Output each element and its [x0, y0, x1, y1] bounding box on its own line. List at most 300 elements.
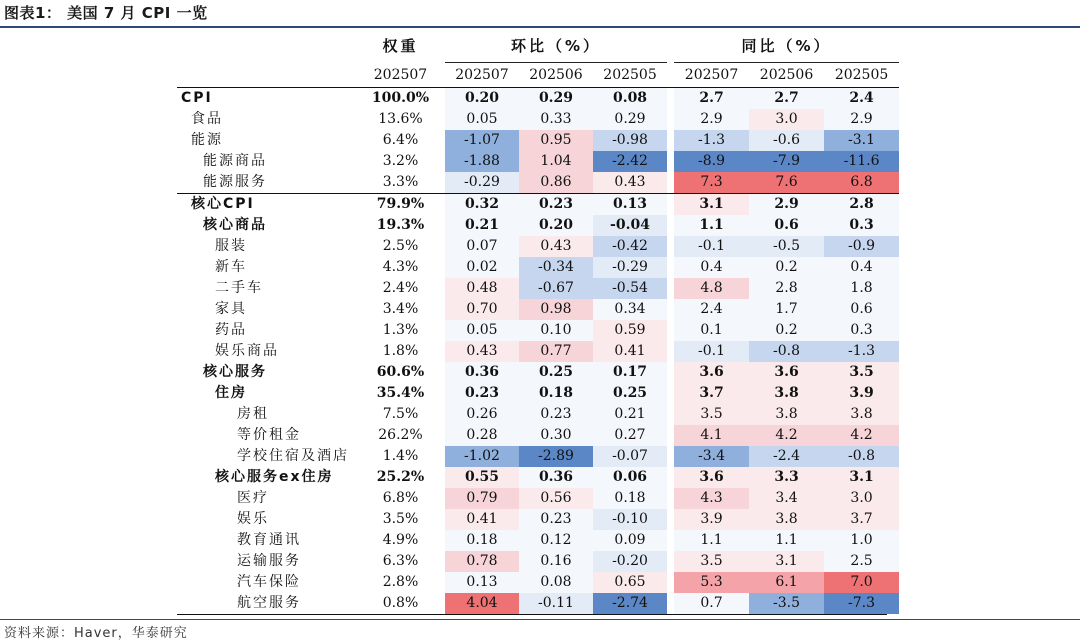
gap-cell: [438, 404, 445, 425]
yoy-cell: 2.4: [824, 88, 899, 110]
header-weight-period: 202507: [363, 63, 438, 88]
table-row: [177, 151, 899, 172]
gap-cell: [438, 509, 445, 530]
mom-cell: 0.09: [593, 530, 667, 551]
gap-cell: [667, 530, 674, 551]
header-gap: [667, 30, 674, 63]
gap-cell: [438, 341, 445, 362]
gap-cell: [438, 362, 445, 383]
gap-cell: [667, 593, 674, 614]
table-row: [177, 404, 899, 425]
table-row: [177, 467, 899, 488]
table-row: [177, 130, 899, 151]
yoy-cell: 2.7: [749, 88, 824, 110]
row-label: 能源: [191, 132, 223, 148]
gap-cell: [667, 151, 674, 172]
yoy-cell: -0.1: [674, 236, 749, 257]
gap-cell: [667, 278, 674, 299]
yoy-cell: 1.7: [749, 299, 824, 320]
table-row: [177, 257, 899, 278]
mom-cell: -1.02: [445, 446, 519, 467]
table-row: [177, 341, 899, 362]
mom-cell: 0.13: [593, 194, 667, 216]
yoy-cell: 3.1: [824, 467, 899, 488]
mom-cell: 0.79: [445, 488, 519, 509]
mom-cell: 0.28: [445, 425, 519, 446]
mom-cell: 0.43: [445, 341, 519, 362]
gap-cell: [667, 236, 674, 257]
yoy-cell: 3.9: [674, 509, 749, 530]
yoy-cell: 0.2: [749, 320, 824, 341]
gap-cell: [438, 88, 445, 110]
yoy-cell: 3.7: [674, 383, 749, 404]
gap-cell: [438, 593, 445, 614]
table-row: [177, 509, 899, 530]
table-row: [177, 299, 899, 320]
row-label: 教育通讯: [237, 532, 301, 548]
row-label: 药品: [215, 322, 247, 338]
mom-cell: 0.12: [519, 530, 593, 551]
yoy-cell: 6.8: [824, 172, 899, 194]
gap-cell: [667, 109, 674, 130]
yoy-cell: -0.8: [749, 341, 824, 362]
mom-cell: 0.36: [519, 467, 593, 488]
mom-cell: 0.21: [445, 215, 519, 236]
row-weight: 7.5%: [382, 406, 419, 422]
yoy-cell: -0.5: [749, 236, 824, 257]
row-label: 能源服务: [203, 174, 267, 190]
row-weight: 60.6%: [376, 364, 425, 380]
mom-cell: 0.23: [519, 509, 593, 530]
yoy-cell: -3.1: [824, 130, 899, 151]
mom-cell: 0.59: [593, 320, 667, 341]
mom-cell: 0.29: [519, 88, 593, 110]
yoy-cell: 3.9: [824, 383, 899, 404]
gap-cell: [438, 572, 445, 593]
gap-cell: [438, 236, 445, 257]
gap-cell: [667, 488, 674, 509]
yoy-cell: 0.3: [824, 320, 899, 341]
yoy-cell: 2.4: [674, 299, 749, 320]
yoy-cell: 1.0: [824, 530, 899, 551]
row-label: 二手车: [215, 280, 263, 296]
mom-cell: 0.77: [519, 341, 593, 362]
yoy-cell: 4.2: [749, 425, 824, 446]
yoy-cell: 0.4: [674, 257, 749, 278]
gap-cell: [667, 257, 674, 278]
mom-cell: -1.88: [445, 151, 519, 172]
mom-cell: -0.54: [593, 278, 667, 299]
yoy-cell: 1.8: [824, 278, 899, 299]
row-weight: 6.3%: [382, 553, 419, 569]
gap-cell: [438, 257, 445, 278]
mom-cell: -0.10: [593, 509, 667, 530]
yoy-cell: 3.6: [674, 362, 749, 383]
gap-cell: [667, 446, 674, 467]
table-row: [177, 425, 899, 446]
gap-cell: [667, 194, 674, 216]
gap-cell: [438, 194, 445, 216]
mom-cell: 0.27: [593, 425, 667, 446]
mom-cell: 0.20: [445, 88, 519, 110]
gap-cell: [667, 572, 674, 593]
mom-cell: 0.78: [445, 551, 519, 572]
yoy-cell: 3.0: [749, 109, 824, 130]
row-label: 航空服务: [237, 595, 301, 611]
table-row: [177, 320, 899, 341]
yoy-cell: 3.1: [674, 194, 749, 216]
table-row: [177, 236, 899, 257]
mom-cell: -0.67: [519, 278, 593, 299]
yoy-cell: 3.8: [749, 509, 824, 530]
row-weight: 3.2%: [382, 153, 419, 169]
mom-cell: 0.06: [593, 467, 667, 488]
row-label: 等价租金: [237, 427, 301, 443]
gap-cell: [438, 467, 445, 488]
yoy-cell: 2.9: [674, 109, 749, 130]
gap-cell: [438, 551, 445, 572]
gap-cell: [667, 341, 674, 362]
row-label: 食品: [191, 111, 223, 127]
header-yoy-period: 202507: [674, 63, 749, 88]
row-weight: 79.9%: [363, 194, 438, 216]
mom-cell: -0.42: [593, 236, 667, 257]
row-weight: 2.4%: [382, 280, 419, 296]
yoy-cell: 3.4: [749, 488, 824, 509]
mom-cell: 0.10: [519, 320, 593, 341]
gap-cell: [667, 320, 674, 341]
table-bottom-rule: [177, 614, 887, 615]
header-mom-period: 202507: [445, 63, 519, 88]
yoy-cell: 6.1: [749, 572, 824, 593]
mom-cell: 0.55: [445, 467, 519, 488]
mom-cell: 0.20: [519, 215, 593, 236]
mom-cell: 0.98: [519, 299, 593, 320]
mom-cell: 0.25: [593, 383, 667, 404]
cpi-table: [177, 30, 899, 614]
row-label: 房租: [237, 406, 269, 422]
mom-cell: 0.21: [593, 404, 667, 425]
gap-cell: [667, 551, 674, 572]
yoy-cell: 0.7: [674, 593, 749, 614]
yoy-cell: 0.6: [824, 299, 899, 320]
row-label: 服装: [215, 238, 247, 254]
yoy-cell: 4.2: [824, 425, 899, 446]
header-blank: [177, 63, 363, 88]
row-label: 家具: [215, 301, 247, 317]
yoy-cell: -0.6: [749, 130, 824, 151]
yoy-cell: 7.3: [674, 172, 749, 194]
yoy-cell: -7.3: [824, 593, 899, 614]
row-weight: 2.5%: [382, 238, 419, 254]
yoy-cell: 4.1: [674, 425, 749, 446]
yoy-cell: -7.9: [749, 151, 824, 172]
mom-cell: -0.04: [593, 215, 667, 236]
yoy-cell: 3.8: [749, 383, 824, 404]
yoy-cell: 2.8: [749, 278, 824, 299]
mom-cell: 0.32: [445, 194, 519, 216]
mom-cell: 0.08: [593, 88, 667, 110]
mom-cell: 0.70: [445, 299, 519, 320]
table-row: [177, 109, 899, 130]
yoy-cell: 0.2: [749, 257, 824, 278]
table-row: [177, 383, 899, 404]
mom-cell: 0.34: [593, 299, 667, 320]
yoy-cell: -0.1: [674, 341, 749, 362]
header-weight: 权重: [382, 37, 419, 56]
mom-cell: 0.23: [519, 404, 593, 425]
mom-cell: 0.18: [519, 383, 593, 404]
gap-cell: [438, 151, 445, 172]
table-row: [177, 572, 899, 593]
row-label: 核心服务: [203, 364, 267, 380]
row-weight: 35.4%: [376, 385, 425, 401]
row-label: 住房: [215, 385, 247, 401]
mom-cell: -2.42: [593, 151, 667, 172]
gap-cell: [438, 278, 445, 299]
yoy-cell: 4.3: [674, 488, 749, 509]
row-weight: 2.8%: [382, 574, 419, 590]
gap-cell: [438, 488, 445, 509]
table-row: [177, 488, 899, 509]
yoy-cell: 1.1: [749, 530, 824, 551]
gap-cell: [438, 530, 445, 551]
mom-cell: 0.43: [519, 236, 593, 257]
yoy-cell: 2.5: [824, 551, 899, 572]
table-row: [177, 530, 899, 551]
yoy-cell: -3.4: [674, 446, 749, 467]
row-label: 新车: [215, 259, 247, 275]
yoy-cell: 1.1: [674, 530, 749, 551]
row-weight: 1.8%: [382, 343, 419, 359]
row-label: 医疗: [237, 490, 269, 506]
mom-cell: -0.98: [593, 130, 667, 151]
mom-cell: 0.16: [519, 551, 593, 572]
row-label: 核心CPI: [177, 194, 363, 216]
row-weight: 3.4%: [382, 301, 419, 317]
row-label: 娱乐: [237, 511, 269, 527]
yoy-cell: 3.5: [674, 404, 749, 425]
header-gap: [438, 63, 445, 88]
table-row: [177, 172, 899, 194]
row-label: 汽车保险: [237, 574, 301, 590]
mom-cell: 0.48: [445, 278, 519, 299]
gap-cell: [667, 88, 674, 110]
yoy-cell: 3.8: [824, 404, 899, 425]
table-row: [177, 446, 899, 467]
yoy-cell: 3.6: [749, 362, 824, 383]
mom-cell: 0.18: [593, 488, 667, 509]
gap-cell: [438, 320, 445, 341]
yoy-cell: 0.1: [674, 320, 749, 341]
yoy-cell: -8.9: [674, 151, 749, 172]
yoy-cell: 7.0: [824, 572, 899, 593]
title-rule: [0, 26, 1080, 28]
gap-cell: [667, 383, 674, 404]
mom-cell: -0.07: [593, 446, 667, 467]
row-weight: 0.8%: [382, 595, 419, 611]
header-yoy: 同比（%）: [674, 30, 899, 63]
mom-cell: -2.89: [519, 446, 593, 467]
yoy-cell: 0.3: [824, 215, 899, 236]
table-body: [177, 88, 899, 615]
mom-cell: -0.11: [519, 593, 593, 614]
mom-cell: 0.30: [519, 425, 593, 446]
mom-cell: 4.04: [445, 593, 519, 614]
row-weight: 6.8%: [382, 490, 419, 506]
mom-cell: -2.74: [593, 593, 667, 614]
mom-cell: 0.18: [445, 530, 519, 551]
row-label: 核心服务ex住房: [215, 469, 334, 485]
gap-cell: [438, 425, 445, 446]
row-label: CPI: [181, 90, 213, 106]
mom-cell: 0.43: [593, 172, 667, 194]
mom-cell: 0.36: [445, 362, 519, 383]
row-label: 学校住宿及酒店: [237, 448, 349, 464]
yoy-cell: -1.3: [674, 130, 749, 151]
mom-cell: 0.95: [519, 130, 593, 151]
yoy-cell: 7.6: [749, 172, 824, 194]
yoy-cell: -3.5: [749, 593, 824, 614]
gap-cell: [667, 299, 674, 320]
mom-cell: 0.26: [445, 404, 519, 425]
row-weight: 3.3%: [382, 174, 419, 190]
table-row: [177, 593, 899, 614]
table-row: [177, 215, 899, 236]
yoy-cell: -1.3: [824, 341, 899, 362]
row-label: 运输服务: [237, 553, 301, 569]
yoy-cell: 2.9: [749, 194, 824, 216]
gap-cell: [438, 109, 445, 130]
mom-cell: 0.86: [519, 172, 593, 194]
mom-cell: 0.05: [445, 109, 519, 130]
row-weight: 25.2%: [376, 469, 425, 485]
mom-cell: -1.07: [445, 130, 519, 151]
mom-cell: 0.08: [519, 572, 593, 593]
gap-cell: [667, 509, 674, 530]
gap-cell: [438, 172, 445, 194]
table-row: [177, 88, 899, 110]
header-gap: [438, 30, 445, 63]
gap-cell: [667, 404, 674, 425]
yoy-cell: 4.8: [674, 278, 749, 299]
mom-cell: 0.02: [445, 257, 519, 278]
figure-title: 图表1： 美国 7 月 CPI 一览: [4, 4, 208, 22]
mom-cell: 0.07: [445, 236, 519, 257]
gap-cell: [438, 130, 445, 151]
mom-cell: 0.41: [593, 341, 667, 362]
row-label: 能源商品: [203, 153, 267, 169]
header-mom: 环比（%）: [445, 30, 667, 63]
mom-cell: 0.65: [593, 572, 667, 593]
mom-cell: 1.04: [519, 151, 593, 172]
mom-cell: 0.41: [445, 509, 519, 530]
row-weight: 13.6%: [378, 111, 423, 127]
mom-cell: 0.56: [519, 488, 593, 509]
row-weight: 100.0%: [371, 90, 430, 106]
row-weight: 1.4%: [382, 448, 419, 464]
yoy-cell: 2.7: [674, 88, 749, 110]
gap-cell: [438, 215, 445, 236]
gap-cell: [667, 130, 674, 151]
yoy-cell: 3.5: [824, 362, 899, 383]
yoy-cell: 0.4: [824, 257, 899, 278]
gap-cell: [438, 446, 445, 467]
mom-cell: -0.29: [445, 172, 519, 194]
yoy-cell: 3.5: [674, 551, 749, 572]
yoy-cell: 3.7: [824, 509, 899, 530]
mom-cell: -0.29: [593, 257, 667, 278]
header-row-periods: [177, 63, 899, 88]
yoy-cell: 2.9: [824, 109, 899, 130]
yoy-cell: 3.0: [824, 488, 899, 509]
row-weight: 1.3%: [382, 322, 419, 338]
header-yoy-period: 202506: [749, 63, 824, 88]
row-label: 娱乐商品: [215, 343, 279, 359]
row-label: 核心商品: [203, 217, 267, 233]
yoy-cell: -0.8: [824, 446, 899, 467]
mom-cell: 0.23: [519, 194, 593, 216]
gap-cell: [667, 215, 674, 236]
header-blank: [177, 30, 363, 63]
table-row: [177, 551, 899, 572]
yoy-cell: 3.6: [674, 467, 749, 488]
header-mom-period: 202506: [519, 63, 593, 88]
header-yoy-period: 202505: [824, 63, 899, 88]
yoy-cell: -0.9: [824, 236, 899, 257]
gap-cell: [667, 425, 674, 446]
yoy-cell: 3.1: [749, 551, 824, 572]
mom-cell: -0.34: [519, 257, 593, 278]
mom-cell: 0.05: [445, 320, 519, 341]
yoy-cell: 1.1: [674, 215, 749, 236]
mom-cell: -0.20: [593, 551, 667, 572]
header-gap: [667, 63, 674, 88]
yoy-cell: -2.4: [749, 446, 824, 467]
yoy-cell: 2.8: [824, 194, 899, 216]
yoy-cell: -11.6: [824, 151, 899, 172]
mom-cell: 0.29: [593, 109, 667, 130]
row-weight: 4.9%: [382, 532, 419, 548]
row-weight: 19.3%: [376, 217, 425, 233]
row-weight: 3.5%: [382, 511, 419, 527]
gap-cell: [667, 467, 674, 488]
yoy-cell: 0.6: [749, 215, 824, 236]
table-row: [177, 278, 899, 299]
yoy-cell: 3.8: [749, 404, 824, 425]
mom-cell: 0.17: [593, 362, 667, 383]
row-weight: 26.2%: [378, 427, 423, 443]
mom-cell: 0.25: [519, 362, 593, 383]
mom-cell: 0.13: [445, 572, 519, 593]
mom-cell: 0.33: [519, 109, 593, 130]
mom-cell: 0.23: [445, 383, 519, 404]
header-row-groups: [177, 30, 899, 63]
gap-cell: [438, 383, 445, 404]
yoy-cell: 3.3: [749, 467, 824, 488]
table-row: [177, 194, 899, 216]
gap-cell: [667, 172, 674, 194]
row-weight: 6.4%: [382, 132, 419, 148]
gap-cell: [438, 299, 445, 320]
row-weight: 4.3%: [382, 259, 419, 275]
header-mom-period: 202505: [593, 63, 667, 88]
source-note: 资料来源：Haver，华泰研究: [4, 626, 188, 641]
table-row: [177, 362, 899, 383]
footer-rule: [0, 619, 1080, 620]
yoy-cell: 5.3: [674, 572, 749, 593]
gap-cell: [667, 362, 674, 383]
